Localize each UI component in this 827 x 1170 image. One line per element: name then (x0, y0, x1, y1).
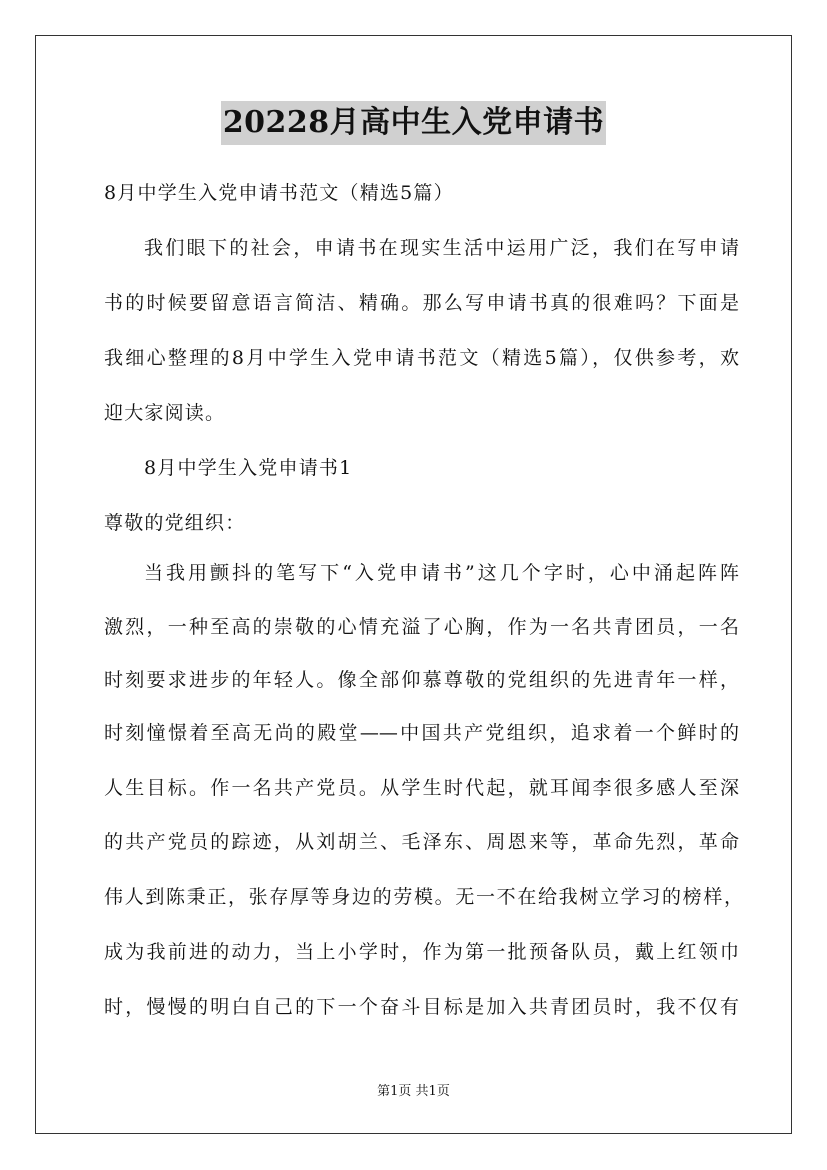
body-line-4: 时刻憧憬着至高无尚的殿堂——中国共产党组织，追求着一个鲜时的 (104, 722, 739, 744)
body-line-6: 的共产党员的踪迹，从刘胡兰、毛泽东、周恩来等，革命先烈，革命 (104, 831, 739, 853)
section-heading: 8月中学生入党申请书1 (144, 457, 353, 479)
body-line-9: 时，慢慢的明白自己的下一个奋斗目标是加入共青团员时，我不仅有 (104, 996, 739, 1018)
intro-line-1: 我们眼下的社会，申请书在现实生活中运用广泛，我们在写申请 (144, 237, 739, 259)
salutation: 尊敬的党组织： (104, 512, 246, 534)
intro-line-3: 我细心整理的8月中学生入党申请书范文（精选5篇），仅供参考，欢 (104, 347, 739, 369)
document-title (0, 101, 827, 145)
document-title-text: 20228月高中生入党申请书 (221, 101, 606, 145)
document-subtitle: 8月中学生入党申请书范文（精选5篇） (104, 182, 454, 204)
intro-line-4: 迎大家阅读。 (104, 402, 226, 424)
body-line-5: 人生目标。作一名共产党员。从学生时代起，就耳闻李很多感人至深 (104, 777, 739, 799)
body-line-2: 激烈，一种至高的崇敬的心情充溢了心胸，作为一名共青团员，一名 (104, 616, 739, 638)
intro-line-2: 书的时候要留意语言简洁、精确。那么写申请书真的很难吗？下面是 (104, 292, 739, 314)
body-line-3: 时刻要求进步的年轻人。像全部仰慕尊敬的党组织的先进青年一样， (104, 669, 739, 691)
body-line-8: 成为我前进的动力，当上小学时，作为第一批预备队员，戴上红领巾 (104, 941, 739, 963)
body-line-1: 当我用颤抖的笔写下“入党申请书”这几个字时，心中涌起阵阵 (144, 562, 739, 584)
body-line-7: 伟人到陈秉正，张存厚等身边的劳模。无一不在给我树立学习的榜样， (104, 886, 743, 908)
page-number-footer: 第1页 共1页 (377, 1084, 450, 1099)
